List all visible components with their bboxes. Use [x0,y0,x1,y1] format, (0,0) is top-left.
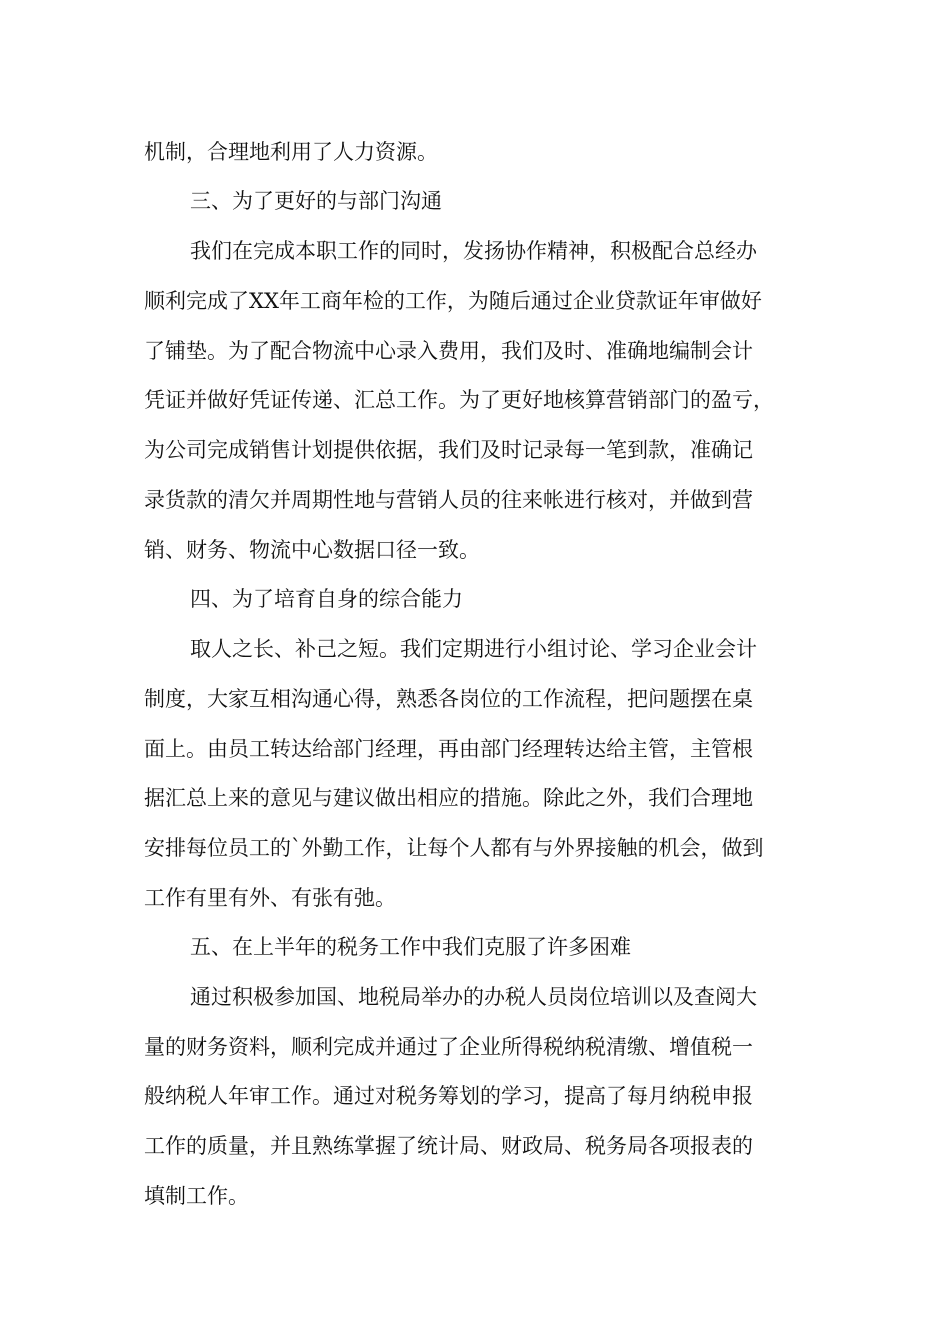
paragraph-line: 凭证并做好凭证传递、汇总工作。为了更好地核算营销部门的盈亏， [144,388,774,412]
paragraph-line: 取人之长、补己之短。我们定期进行小组讨论、学习企业会计 [190,637,757,661]
paragraph-line: 我们在完成本职工作的同时，发扬协作精神，积极配合总经办 [190,239,757,263]
paragraph-line: 般纳税人年审工作。通过对税务筹划的学习，提高了每月纳税申报 [144,1084,753,1108]
paragraph-line: 机制，合理地利用了人力资源。 [144,140,438,164]
section-heading-3: 三、为了更好的与部门沟通 [190,189,442,213]
paragraph-line: 工作的质量，并且熟练掌握了统计局、财政局、税务局各项报表的 [144,1134,753,1158]
paragraph-line: 录货款的清欠并周期性地与营销人员的往来帐进行核对，并做到营 [144,488,753,512]
paragraph-line: 安排每位员工的`外勤工作，让每个人都有与外界接触的机会，做到 [144,836,764,860]
paragraph-line: 量的财务资料，顺利完成并通过了企业所得税纳税清缴、增值税一 [144,1035,753,1059]
paragraph-line: 制度，大家互相沟通心得，熟悉各岗位的工作流程，把问题摆在桌 [144,687,753,711]
paragraph-line: 工作有里有外、有张有弛。 [144,886,396,910]
paragraph-line: 顺利完成了XX年工商年检的工作，为随后通过企业贷款证年审做好 [144,289,762,313]
section-heading-5: 五、在上半年的税务工作中我们克服了许多困难 [190,935,631,959]
paragraph-line: 了铺垫。为了配合物流中心录入费用，我们及时、准确地编制会计 [144,339,753,363]
paragraph-line: 通过积极参加国、地税局举办的办税人员岗位培训以及查阅大 [190,985,757,1009]
paragraph-line: 为公司完成销售计划提供依据，我们及时记录每一笔到款，准确记 [144,438,753,462]
paragraph-line: 销、财务、物流中心数据口径一致。 [144,538,480,562]
paragraph-line: 填制工作。 [144,1184,249,1208]
section-heading-4: 四、为了培育自身的综合能力 [190,587,463,611]
paragraph-line: 据汇总上来的意见与建议做出相应的措施。除此之外，我们合理地 [144,786,753,810]
paragraph-line: 面上。由员工转达给部门经理，再由部门经理转达给主管，主管根 [144,737,753,761]
